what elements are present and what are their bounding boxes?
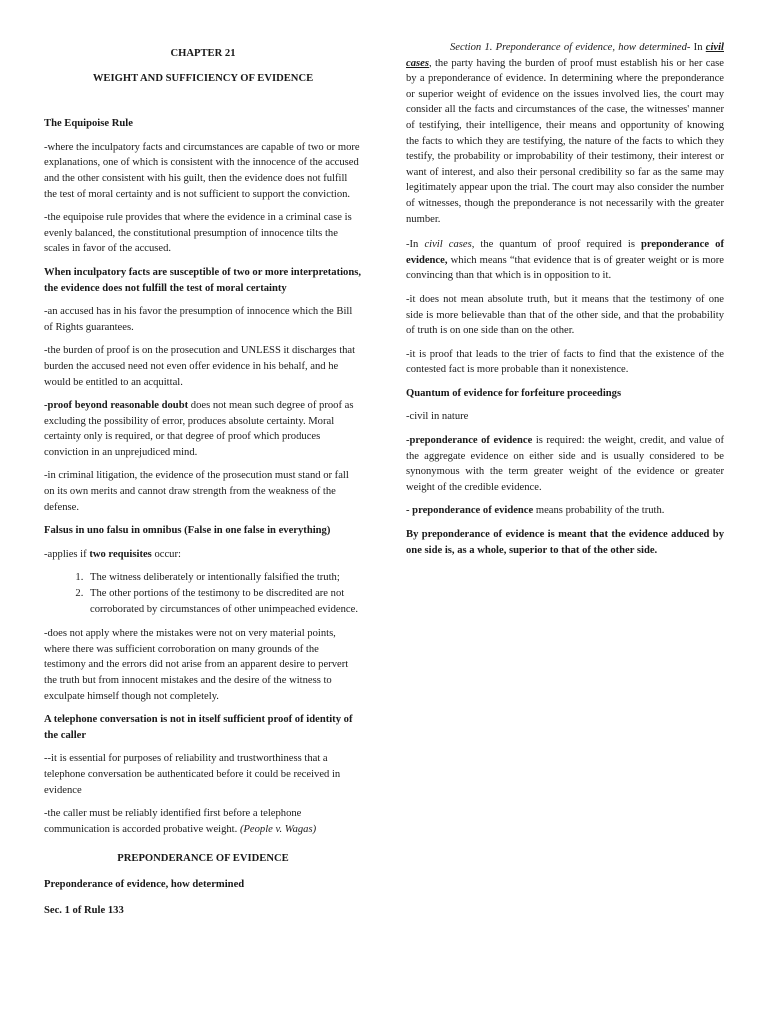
probability-text: means probability of the truth. (533, 505, 665, 517)
civil-italic: civil cases, (424, 239, 475, 251)
civil-cases-term: civil cases (406, 42, 724, 69)
reasonable-doubt-term: -proof beyond reasonable doubt (44, 400, 189, 412)
civil-nature-line: -civil in nature (406, 411, 469, 423)
case-citation: (People v. Wagas) (239, 823, 317, 835)
telephone-paragraph-2 (44, 806, 362, 837)
civil-mid: the quantum of proof required is (474, 239, 642, 251)
not-apply-paragraph: -does not apply where the mistakes were not on very material points, where there was sufficient corroboration on many grounds of the testimony and the errors did not arise from an apparent desire to pervert the truth but from innocent mistakes and the desire of the witness to exculpate himself though not completely. (44, 628, 349, 702)
definition-paragraph: By preponderance of evidence is meant that the evidence adduced by one side is, as a whole, superior to that of the other side. (406, 529, 724, 556)
reasonable-doubt-paragraph (44, 398, 362, 460)
section-1-title: Section 1. Preponderance of evidence, how determined- (450, 42, 691, 53)
falsus-heading: Falsus in uno falsu in omnibus (False in one false in everything) (44, 525, 331, 537)
section-1-text: , the party having the burden of proof must establish his or her case by a preponderance of evidence. In determining where the preponderance or superior weight of evidence on the issues involved lies, the court may consider all the facts and circumstances of the case, the witnesses' manner of testifying, their intelligence, their means and opportunity of knowing the facts to which they are testifying, the nature of the facts to which they testify, the probability or improbability of their testimony, their interest or want of interest, and also their personal credibility so far as the same may legitimately appear upon the trial. The court may also consider the number of witnesses, though the preponderance is not necessarily with the greater number. (406, 57, 724, 225)
section-1-paragraph (406, 40, 724, 227)
burden-paragraph: -the burden of proof is on the prosecution and UNLESS it discharges that burden the accused need not even offer evidence in his behalf, and he would be entitled to an acquittal. (44, 345, 356, 388)
applies-paragraph (44, 547, 362, 563)
telephone-paragraph-1: --it is essential for purposes of reliability and trustworthiness that a telephone conversation be authenticated before it could be received in evidence (44, 753, 341, 796)
civil-prefix: -In (406, 239, 425, 251)
civil-bold: preponderance of evidence, (406, 239, 724, 266)
telephone-heading: A telephone conversation is not in itself sufficient proof of identity of the caller (44, 714, 353, 741)
criminal-litigation-paragraph: -in criminal litigation, the evidence of the prosecution must stand or fall on its own merits and cannot draw strength from the weakness of the defense. (44, 470, 349, 513)
right-column (406, 40, 724, 566)
chapter-title: WEIGHT AND SUFFICIENCY OF EVIDENCE (92, 72, 314, 84)
probability-paragraph (406, 503, 724, 519)
presumption-paragraph: -an accused has in his favor the presumption of innocence which the Bill of Rights guarantees. (44, 306, 353, 333)
equipoise-heading: The Equipoise Rule (44, 118, 133, 130)
reasonable-doubt-text: does not mean such degree of proof as excluding the possibility of error, produces absolute certainty. Moral certainty only is required, or that degree of proof which produces conviction in an unprejudiced mind. (44, 400, 354, 458)
applies-suffix: occur: (151, 548, 181, 560)
applies-bold: two requisites (89, 548, 152, 560)
inculpatory-heading: When inculpatory facts are susceptible of two or more interpretations, the evidence does not fulfill the test of moral certainty (44, 266, 361, 294)
preponderance-text: is required: the weight, credit, and value of the aggregate evidence on either side and is usually considered to be synonymous with the term greater weight of the evidence or greater weight of the credible evidence. (406, 435, 724, 493)
preponderance-required-paragraph (406, 433, 724, 495)
requisite-item: 1. The witness deliberately or intentionally falsified the truth; (86, 570, 362, 586)
quantum-civil-paragraph (406, 237, 724, 284)
chapter-number: CHAPTER 21 (170, 48, 236, 59)
requisites-list (44, 570, 362, 617)
section-1-in: In (690, 42, 706, 53)
trier-of-facts-paragraph: -it is proof that leads to the trier of facts to find that the existence of the contested fact is more probable than it nonexistence. (406, 348, 724, 376)
preponderance-heading: PREPONDERANCE OF EVIDENCE (117, 853, 289, 865)
forfeiture-heading: Quantum of evidence for forfeiture proceedings (406, 387, 622, 399)
absolute-truth-paragraph: -it does not mean absolute truth, but it means that the testimony of one side is more believable than that of the other side, and that the probability of truth is on one side than on the other. (406, 293, 724, 337)
equipoise-paragraph-2: -the equipoise rule provides that where the evidence in a criminal case is evenly balanced, the constitutional presumption of innocence tilts the scales in favor of the accused. (44, 212, 352, 255)
civil-rest: which means “that evidence that is of greater weight or is more convincing than that which is in opposition to it. (406, 254, 724, 282)
preponderance-subheading: Preponderance of evidence, how determined (44, 878, 245, 890)
equipoise-paragraph-1: -where the inculpatory facts and circumstances are capable of two or more explanations, one of which is consistent with the innocence of the accused and the other consistent with his guilt, then the evidence does not fulfill the test of moral certainty and is not sufficient to support the conviction. (44, 141, 360, 200)
probability-term: - preponderance of evidence (406, 505, 534, 517)
telephone-paragraph-2-text: -the caller must be reliably identified first before a telephone communication is accorded probative weight. (44, 808, 302, 835)
applies-prefix: -applies if (44, 548, 90, 560)
requisite-item: 2. The other portions of the testimony to be discredited are not corroborated by circumstances of other unimpeached evidence. (86, 586, 362, 617)
rule-reference: Sec. 1 of Rule 133 (44, 904, 124, 916)
left-column (44, 40, 362, 926)
preponderance-term: -preponderance of evidence (406, 435, 533, 447)
